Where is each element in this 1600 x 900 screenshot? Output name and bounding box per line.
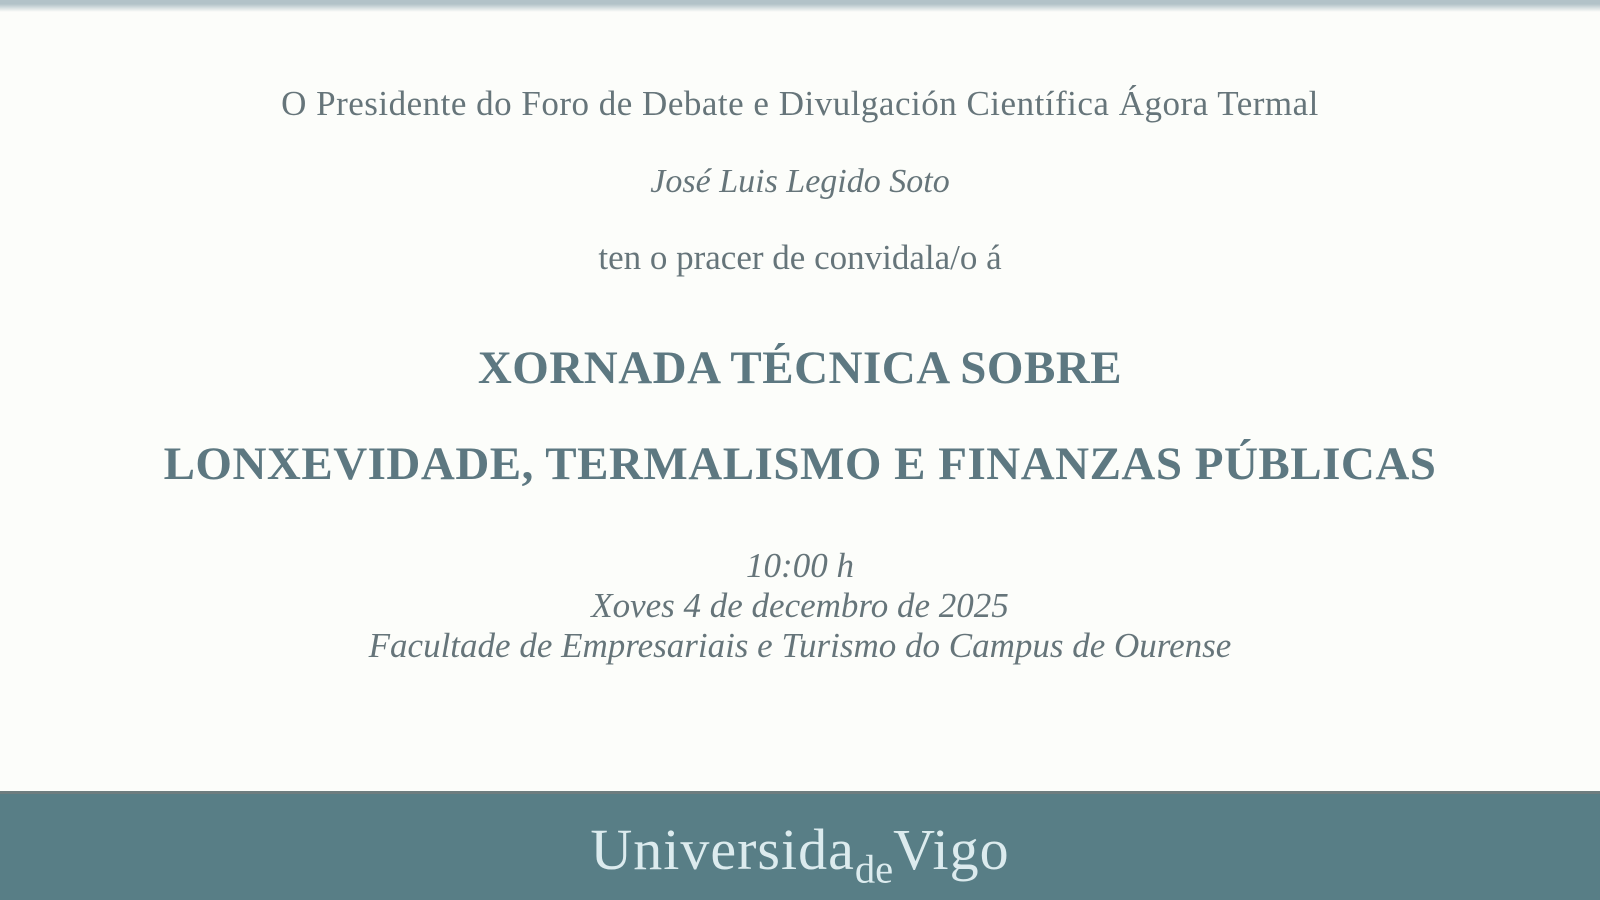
- logo-text-universida: Universida: [590, 817, 855, 882]
- invite-phrase: ten o pracer de convidala/o á: [598, 238, 1002, 277]
- event-venue: Facultade de Empresariais e Turismo do Campus de Ourense: [368, 626, 1232, 665]
- top-rule-divider: [0, 0, 1600, 12]
- event-time: 10:00 h: [746, 546, 854, 585]
- event-title-line-2: LONXEVIDADE, TERMALISMO E FINANZAS PÚBLICAS: [163, 438, 1437, 490]
- host-name: José Luis Legido Soto: [650, 163, 950, 200]
- event-title-line-1: XORNADA TÉCNICA SOBRE: [477, 342, 1123, 394]
- event-date: Xoves 4 de decembro de 2025: [591, 586, 1009, 625]
- event-details-block: [0, 546, 1600, 666]
- logo-text-vigo: Vigo: [893, 817, 1010, 882]
- host-title-line: O Presidente do Foro de Debate e Divulgación Científica Ágora Termal: [281, 84, 1319, 123]
- footer-band: [0, 791, 1600, 900]
- logo-text-de: de: [854, 846, 894, 892]
- universidade-vigo-logo: [0, 816, 1600, 892]
